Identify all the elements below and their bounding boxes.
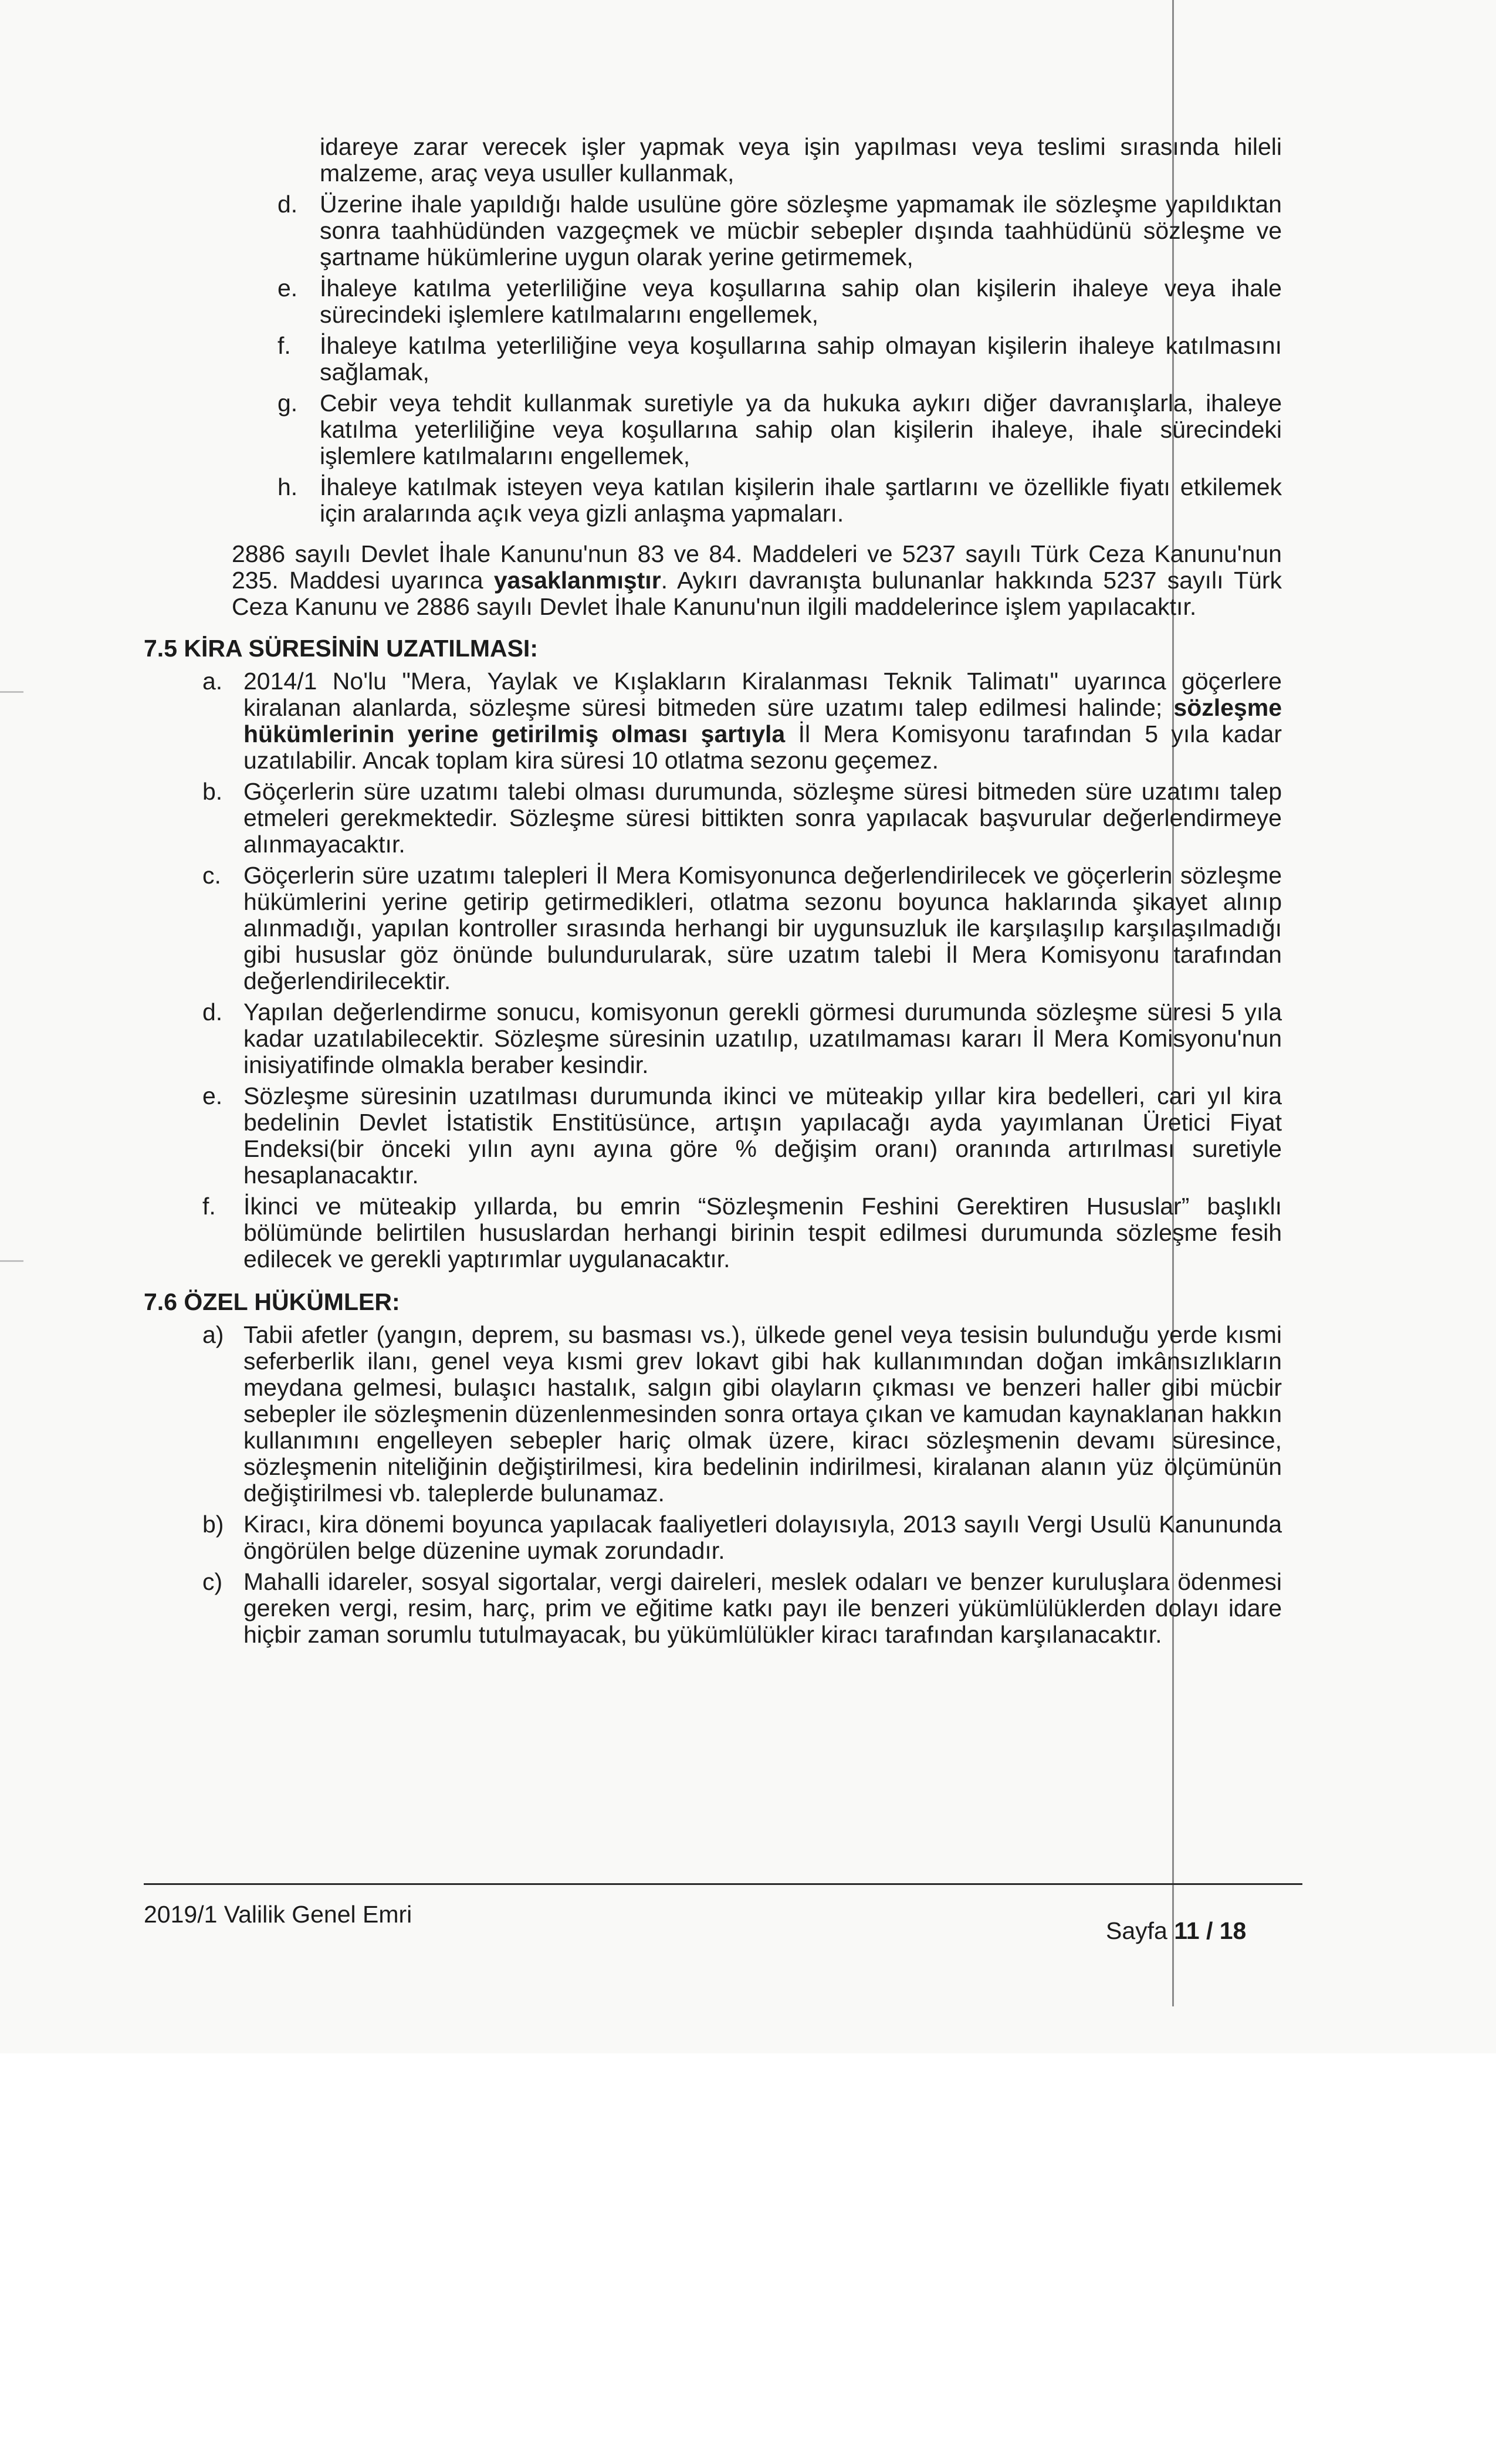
list-item [144,333,1282,385]
list-marker: b) [202,1511,224,1538]
section-7-6-items [144,1322,1282,1648]
footer-page-number [1106,1917,1246,1945]
section-heading-7-6: 7.6 ÖZEL HÜKÜMLER: [144,1288,400,1315]
text-segment: Üzerine ihale yapıldığı halde usulüne göre sözleşme yapmamak ile sözleşme yapıldıktan sonra taahhüdünden vazgeçmek ve mücbir sebepler dışında taahhüdünü sözleşme ve şartname hükümlerine uygun olarak yerine getirmemek, [320,191,1282,270]
list-item-text [243,1083,1282,1189]
list-item [144,390,1282,469]
text-segment: Kiracı, kira dönemi boyunca yapılacak faaliyetleri dolayısıyla, 2013 sayılı Vergi Usulü Kanununda öngörülen belge düzenine uymak zorundadır. [243,1511,1282,1564]
text-segment: Sözleşme süresinin uzatılması durumunda ikinci ve müteakip yıllar kira bedelleri, cari yıl kira bedelinin Devlet İstatistik Enstitüsünce, artışın yapılacağı ayda yayımlanan Üretici Fiyat Endeksi(bir önceki yılın aynı ayına göre % değişim oranı) oranında artırılması suretiyle hesaplanacaktır. [243,1082,1282,1189]
list-item [144,1511,1282,1564]
list-item-text [320,474,1282,527]
list-item-text [243,999,1282,1078]
text-segment: Göçerlerin süre uzatımı talebi olması durumunda, sözleşme süresi bitmeden süre uzatımı talep etmeleri gerekmektedir. Sözleşme süresi bittikten sonra yapılacak başvurular değerlendirmeye alınmayacaktır. [243,778,1282,858]
list-item [144,191,1282,270]
list-item [144,862,1282,994]
penalty-list [144,134,1282,527]
list-item-text [243,1322,1282,1507]
text-segment: idareye zarar verecek işler yapmak veya işin yapılması veya teslimi sırasında hileli malzeme, araç veya usuller kullanmak, [320,133,1282,187]
list-marker: g. [277,390,298,417]
list-marker: a. [202,668,223,695]
scan-mark [0,691,23,693]
text-segment: Tabii afetler (yangın, deprem, su basması vs.), ülkede genel veya tesisin bulunduğu yerde kısmi seferberlik ilanı, genel veya kısmi grev lokavt gibi hak kullanımından doğan imkânsızlıkların meydana gelmesi, bulaşıcı hastalık, salgın gibi olayların çıkması ve benzeri haller gibi mücbir sebepler ile sözleşmenin düzenlenmesinden sonra ortaya çıkan ve kamudan kaynaklanan hakkın kullanımını engelleyen sebepler hariç olmak üzere, kiracı sözleşmenin devamı süresince, sözleşmenin niteliğinin değiştirilmesi, kira bedelinin indirilmesi, kiralanan alanın yüz ölçümünün değiştirilmesi vb. taleplerde bulunamaz. [243,1321,1282,1507]
list-item [144,668,1282,774]
list-marker: a) [202,1321,224,1348]
list-item [144,1322,1282,1507]
text-segment: İl Mera Komisyonu tarafından 5 yıla kadar uzatılabilir. Ancak toplam kira süresi 10 otlatma sezonu geçemez. [243,720,1282,774]
list-item-text [243,1193,1282,1272]
list-marker: d. [277,191,298,218]
list-marker: c. [202,862,221,889]
text-segment: 2014/1 No'lu "Mera, Yaylak ve Kışlakların Kiralanması Teknik Talimatı" uyarınca göçerlere kiralanan alanlarda, sözleşme süresi bitmeden süre uzatımı talep edilmesi halinde; [243,668,1282,721]
text-segment: . Aykırı davranışta bulunanlar hakkında 5237 sayılı Türk Ceza Kanunu ve 2886 sayılı Devlet İhale Kanunu'nun ilgili maddelerince işlem yapılacaktır. [232,567,1282,620]
list-item-text [320,275,1282,328]
legal-paragraph [144,541,1282,620]
list-item-text [320,191,1282,270]
text-segment: Cebir veya tehdit kullanmak suretiyle ya da hukuka aykırı diğer davranışlarla, ihaleye katılma yeterliliğine veya koşullarına sahip olan kişilerin ihaleye, ihale sürecindeki işlemlere katılmalarını engellemek, [320,390,1282,469]
list-item [144,1083,1282,1189]
list-item-text [320,390,1282,469]
list-item-text [320,134,1282,187]
list-marker: c) [202,1568,223,1595]
list-marker: e. [277,275,298,302]
page-label: Sayfa [1106,1917,1175,1944]
bold-text: yasaklanmıştır [493,567,661,594]
list-marker: h. [277,473,298,500]
list-marker: d. [202,999,223,1025]
list-item-text [320,333,1282,385]
list-item-text [243,862,1282,994]
list-item-text [243,668,1282,774]
list-item-text [243,1511,1282,1564]
list-item [144,134,1282,187]
list-item [144,1193,1282,1272]
text-segment: İhaleye katılmak isteyen veya katılan kişilerin ihale şartlarını ve özellikle fiyatı etkilemek için aralarında açık veya gizli anlaşma yapmaları. [320,473,1282,527]
list-item [144,275,1282,328]
footer-divider [144,1883,1302,1885]
page-count: 11 / 18 [1174,1917,1247,1944]
bold-text: sözleşme hükümlerinin yerine getirilmiş olması şartıyla [243,694,1282,747]
list-marker: f. [202,1193,216,1220]
list-item-text [243,1569,1282,1648]
list-marker: b. [202,778,223,805]
text-segment: Yapılan değerlendirme sonucu, komisyonun gerekli görmesi durumunda sözleşme süresi 5 yıla kadar uzatılabilecektir. Sözleşme süresinin uzatılıp, uzatılmaması kararı İl Mera Komisyonu'nun inisiyatifinde olmakla beraber kesindir. [243,999,1282,1078]
list-item [144,779,1282,858]
list-marker: f. [277,332,291,359]
text-segment: 2886 sayılı Devlet İhale Kanunu'nun 83 ve 84. Maddeleri ve 5237 sayılı Türk Ceza Kanunu'nun 235. Maddesi uyarınca [232,540,1282,594]
list-item [144,1569,1282,1648]
section-heading-7-5: 7.5 KİRA SÜRESİNİN UZATILMASI: [144,635,538,662]
text-segment: İkinci ve müteakip yıllarda, bu emrin “Sözleşmenin Feshini Gerektiren Hususlar” başlıklı bölümünde belirtilen hususlardan herhangi birinin tespit edilmesi durumunda sözleşme fesih edilecek ve gerekli yaptırımlar uygulanacaktır. [243,1193,1282,1272]
document-body [144,134,1282,1653]
footer-doc-title: 2019/1 Valilik Genel Emri [144,1901,412,1928]
text-segment: Göçerlerin süre uzatımı talepleri İl Mera Komisyonunca değerlendirilecek ve göçerlerin sözleşme hükümlerini yerine getirip getirmedikleri, otlatma sezonu boyunca haklarında şikayet alınıp alınmadığı, yapılan kontroller sırasında herhangi bir uygunsuzluk ile karşılaşılıp karşılaşılmadığı gibi hususlar göz önünde bulundurularak, süre uzatım talebi İl Mera Komisyonu tarafından değerlendirilecektir. [243,862,1282,994]
text-segment: İhaleye katılma yeterliliğine veya koşullarına sahip olmayan kişilerin ihaleye katılmasını sağlamak, [320,332,1282,385]
list-item [144,999,1282,1078]
list-marker: e. [202,1082,223,1109]
section-7-5-items [144,668,1282,1272]
list-item-text [243,779,1282,858]
text-segment: İhaleye katılma yeterliliğine veya koşullarına sahip olan kişilerin ihaleye veya ihale sürecindeki işlemlere katılmalarını engellemek, [320,275,1282,328]
list-item [144,474,1282,527]
scan-mark [0,1260,23,1262]
text-segment: Mahalli idareler, sosyal sigortalar, vergi daireleri, meslek odaları ve benzer kuruluşlara ödenmesi gereken vergi, resim, harç, prim ve eğitime katkı payı ile benzeri yükümlülüklerden dolayı idare hiçbir zaman sorumlu tutulmayacak, bu yükümlülükler kiracı tarafından karşılanacaktır. [243,1568,1282,1648]
